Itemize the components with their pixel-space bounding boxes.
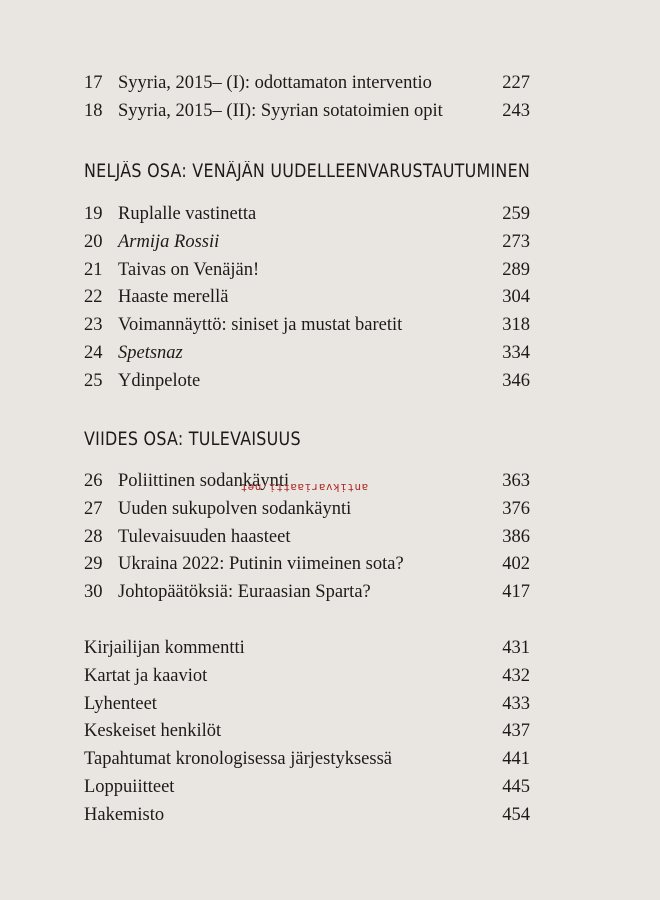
chapter-title: Haaste merellä <box>118 287 229 307</box>
section-title: Tapahtumat kronologisessa järjestyksessä <box>84 749 392 769</box>
toc-entry[interactable] <box>84 97 530 125</box>
toc-entry[interactable] <box>84 200 530 228</box>
page-number: 432 <box>502 666 530 686</box>
page-number: 304 <box>502 287 530 307</box>
chapter-title: Johtopäätöksiä: Euraasian Sparta? <box>118 582 371 602</box>
page-number: 417 <box>502 582 530 602</box>
page-number: 243 <box>502 101 530 121</box>
page-number: 318 <box>502 315 530 335</box>
chapter-number: 26 <box>84 471 103 491</box>
chapter-title: Tulevaisuuden haasteet <box>118 527 291 547</box>
chapter-title: Voimannäyttö: siniset ja mustat baretit <box>118 315 403 335</box>
section-title: Loppuiitteet <box>84 777 175 797</box>
chapter-number: 23 <box>84 315 103 335</box>
page-number: 445 <box>502 777 530 797</box>
toc-entry[interactable] <box>84 550 530 578</box>
page-number: 273 <box>502 232 530 252</box>
toc-entry[interactable] <box>84 773 530 801</box>
chapter-title: Poliittinen sodankäynti <box>118 471 290 491</box>
page-number: 386 <box>502 527 530 547</box>
toc-entry[interactable] <box>84 801 530 829</box>
page-number: 437 <box>502 721 530 741</box>
toc-entry[interactable] <box>84 634 530 662</box>
page-number: 454 <box>502 805 530 825</box>
section-title: Hakemisto <box>84 805 165 825</box>
chapter-title: Syyria, 2015– (II): Syyrian sotatoimien opit <box>118 101 443 121</box>
page-number: 363 <box>502 471 530 491</box>
toc-entry[interactable] <box>84 339 530 367</box>
chapter-number: 18 <box>84 101 103 121</box>
watermark-text: antikvariaatti.net <box>240 481 369 494</box>
section-title: Lyhenteet <box>84 694 157 714</box>
chapter-title: Ruplalle vastinetta <box>118 204 257 224</box>
part-heading: NELJÄS OSA: VENÄJÄN UUDELLEENVARUSTAUTUMINEN <box>84 161 531 182</box>
chapter-number: 24 <box>84 343 103 363</box>
page-number: 433 <box>502 694 530 714</box>
toc-entry[interactable] <box>84 745 530 773</box>
chapter-number: 25 <box>84 371 103 391</box>
toc-entry[interactable] <box>84 283 530 311</box>
section-title: Keskeiset henkilöt <box>84 721 222 741</box>
chapter-title: Syyria, 2015– (I): odottamaton interventio <box>118 73 432 93</box>
toc-entry[interactable] <box>84 717 530 745</box>
toc-entry[interactable] <box>84 228 530 256</box>
page-number: 289 <box>502 260 530 280</box>
chapter-number: 21 <box>84 260 103 280</box>
toc-entry[interactable] <box>84 578 530 606</box>
chapter-title: Spetsnaz <box>118 343 183 363</box>
toc-entry[interactable] <box>84 367 530 395</box>
page-number: 227 <box>502 73 530 93</box>
toc-entry[interactable] <box>84 256 530 284</box>
toc-entry[interactable] <box>84 523 530 551</box>
chapter-number: 29 <box>84 554 103 574</box>
page-number: 259 <box>502 204 530 224</box>
chapter-title: Ydinpelote <box>118 371 201 391</box>
toc-entry[interactable] <box>84 311 530 339</box>
toc-entry[interactable] <box>84 495 530 523</box>
chapter-number: 17 <box>84 73 103 93</box>
chapter-number: 30 <box>84 582 103 602</box>
page-number: 376 <box>502 499 530 519</box>
toc-entry[interactable] <box>84 690 530 718</box>
chapter-number: 22 <box>84 287 103 307</box>
toc-entry[interactable] <box>84 69 530 97</box>
page-number: 346 <box>502 371 530 391</box>
part-heading: VIIDES OSA: TULEVAISUUS <box>84 429 301 450</box>
toc-entry[interactable] <box>84 662 530 690</box>
page-number: 334 <box>502 343 530 363</box>
chapter-number: 20 <box>84 232 103 252</box>
chapter-title: Armija Rossii <box>118 232 220 252</box>
section-title: Kirjailijan kommentti <box>84 638 245 658</box>
chapter-number: 28 <box>84 527 103 547</box>
chapter-number: 27 <box>84 499 103 519</box>
page-number: 441 <box>502 749 530 769</box>
chapter-title: Ukraina 2022: Putinin viimeinen sota? <box>118 554 404 574</box>
page-number: 402 <box>502 554 530 574</box>
chapter-title: Uuden sukupolven sodankäynti <box>118 499 352 519</box>
chapter-title: Taivas on Venäjän! <box>118 260 260 280</box>
section-title: Kartat ja kaaviot <box>84 666 208 686</box>
page-number: 431 <box>502 638 530 658</box>
chapter-number: 19 <box>84 204 103 224</box>
